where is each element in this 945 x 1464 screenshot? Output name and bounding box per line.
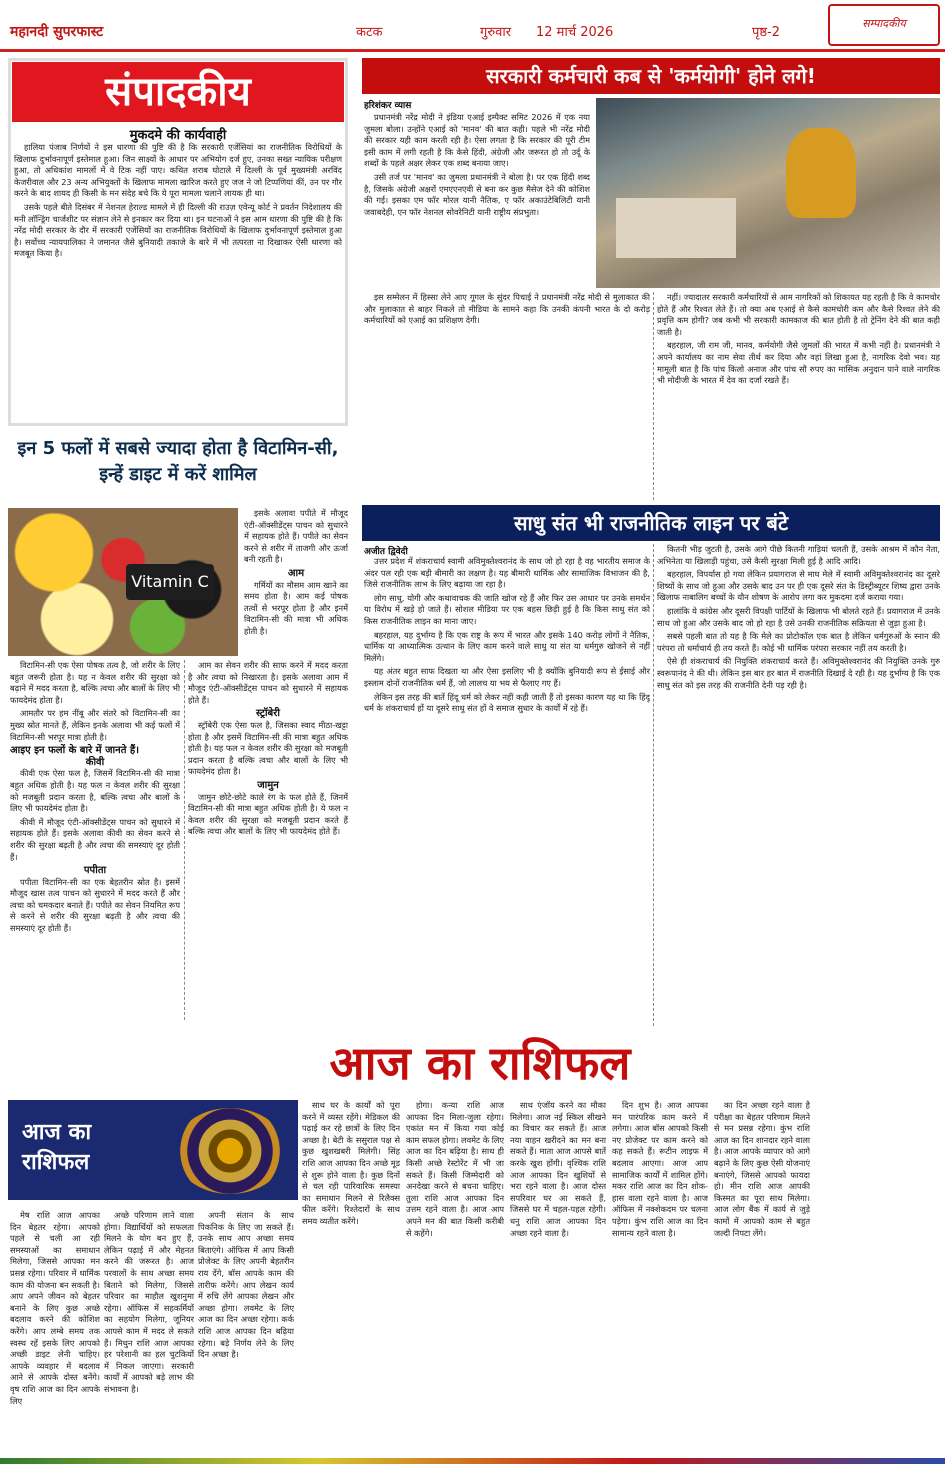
rashifal-text: अच्छे परिणाम लाने वाला होगा। विद्यार्थियों को सफलता मिलने के योग बन हुए हैं, लेकिन पढ़ाई में और मेहनत करने की जरूरत है। आज परवालों के साथ अच्छा समय बिताने को मिलेगा, जिससे परिवार का माहौल खुशनुमा रहेगा। ऑफिस में सहकर्मियों का सहयोग मिलेगा, जूनियर आपसे काम में मदद ले सकते हैं। मिथुन राशि आज आपका हर परेशानी का हल चुटकियों में निकल जाएगा। सरकारी कार्यों में आपको बड़े लाभ की संभावना है। <box>104 1210 194 1394</box>
rashifal-image-text: आज का <box>22 1120 92 1145</box>
rashifal-text: मेष राशि आज आपका दिन बेहतर रहेगा। आपको पहले से चली आ रही समस्याओं का समाधान मिलेगा, जिससे आपका मन प्रसन्न रहेगा। परिवार में धार्मिक काम की योजना बन सकती है। आप अपने जीवन को बेहतर बनाने के लिए कुछ अच्छे बदलाव करने की कोशिश करेंगे। आप लम्बे समय तक स्वस्थ रहें इसके लिए आपको अच्छी डाइट लेनी चाहिए। आपके व्यवहार में बदलाव आने से आपके दोस्त बनेंगे। वृष राशि आज का दिन आपके लिए <box>10 1210 100 1406</box>
sadhu-headline: साधु संत भी राजनीतिक लाइन पर बंटे <box>362 505 940 541</box>
rashifal-col1 <box>10 1210 100 1454</box>
city: कटक <box>356 25 383 40</box>
sadhu-paragraph: लेकिन इस तरह की बातें हिंदू धर्म को लेकर नहीं कही जाती हैं तो इसका कारण यह था कि हिंदू धर्म के शंकराचार्य हों या दूसरे साधु संत हों वे समाज सुधार के कार्यों में रहे हैं। <box>364 691 650 714</box>
main-col3 <box>657 292 940 500</box>
fruits-paragraph: कीवी में मौजूद एंटी-ऑक्सीडेंट्स पाचन को सुधारने में सहायक होते हैं। इसके अलावा कीवी का सेवन करने से शरीर की सुरक्षा बढ़ती है और त्वचा की समस्याएं दूर होती हैं। <box>10 816 180 862</box>
main-paragraph: प्रधानमंत्री नरेंद्र मोदी ने इंडिया एआई इम्पैक्ट समिट 2026 में एक नया जुमला बोला। उन्होंने एआई को 'मानव' की बात कही। पहले भी नरेंद्र मोदी की सरकार यही काम करती रही है। ऐसा लगता है कि सरकार की पूरी टीम इसी काम में लगी रहती है कि केसे हिंदी, अंग्रेजी और जरूरत हो तो उर्दू के शब्दों के पहले अक्षर लेकर एक शब्द बनाया जाए। <box>364 112 590 169</box>
rashifal-text: दिन शुभ है। आज आपका मन पारंपरिक काम करने में लगेगा। आज बॉस आपको किसी नए प्रोजेक्ट पर काम करने को कह सकते हैं। रूटीन लाइफ में बदलाव आएगा। आज आप सामाजिक कार्यों में शामिल होंगे। मकर राशि आज का दिन शोक-हास वाला रहने वाला है। आज ऑफिस में नक्शेकदम पर चलना पड़ेगा। कुंभ राशि आज का दिन सामान्य रहने वाला है। <box>612 1100 708 1238</box>
rashifal-col9 <box>816 1100 940 1454</box>
rashifal-col8 <box>714 1100 810 1454</box>
rashifal-col4 <box>302 1100 400 1454</box>
rashifal-col6 <box>510 1100 606 1454</box>
fruits-paragraph: विटामिन-सी एक ऐसा पोषक तत्व है, जो शरीर के लिए बहुत जरूरी होता है। यह न केवल शरीर की सुरक्षा को बढ़ाने में मदद करता है, बल्कि त्वचा और बालों के लिए भी फायदेमंद होता है। <box>10 660 180 705</box>
rashifal-col7 <box>612 1100 708 1454</box>
fruits-paragraph: पपीता विटामिन-सी का एक बेहतरीन स्रोत है। इसमें मौजूद खास तत्व पाचन को सुधारने में मदद करते हैं और त्वचा को चमकदार बनाते हैं। पपीते का सेवन नियमित रूप से करने से शरीर की सुरक्षा बढ़ती है और त्वचा की समस्याएं दूर होती हैं। <box>10 876 180 934</box>
sadhu-paragraph: हालांकि ये कांग्रेस और दूसरी विपक्षी पार्टियों के खिलाफ भी बोलते रहते हैं। प्रयागराज में उनके साथ जो हुआ और उसके बाद जो हो रहा है उसे उनकी राजनीतिक सक्रियता से जुड़ा हुआ है। <box>657 605 940 628</box>
day: गुरुवार <box>480 25 512 40</box>
page-header <box>0 0 945 52</box>
fruits-paragraph: इसके अलावा पपीते में मौजूद एंटी-ऑक्सीडेंट्स पाचन को सुधारने में सहायक होते हैं। पपीते का सेवन करने से शरीर में ताजगी और ऊर्जा बनी रहती है। <box>244 508 348 565</box>
editorial-body <box>14 142 342 422</box>
column-divider <box>653 292 654 500</box>
fruits-image <box>8 508 238 656</box>
page-number: पृष्ठ-2 <box>752 25 781 40</box>
main-paragraph: इस सम्मेलन में हिस्सा लेने आए गूगल के सुंदर पिचाई ने प्रधानमंत्री नरेंद्र मोदी से मुलाकात की और मुलाकात से बाहर निकले तो मीडिया के सामने कहा कि उनकी कंपनी भारत के दो करोड़ कर्मचारियों को एआई का प्रशिक्षण देगी। <box>364 292 650 326</box>
vitamin-c-board: Vitamin C <box>126 564 214 600</box>
rashifal-text: होगा। कन्या राशि आज आपका दिन मिला-जुला रहेगा। एकांत मन में किया गया कोई काम सफल होगा। लवमेट के लिए आज का दिन बढ़िया है। साथ ही किसी अच्छे रेस्टोरेंट में भी जा सकते हैं। किसी जिम्मेदारी को अनदेखा करने से बचना चाहिए। तुला राशि आज आपका दिन उत्तम रहने वाला है। आज आप अपने मन की बात किसी करीबी से कहेंगे। <box>406 1100 504 1238</box>
fruits-subhead: आइए इन फलों के बारे में जानते हैं। <box>10 745 139 757</box>
fruits-headline: इन 5 फलों में सबसे ज्यादा होता है विटामिन-सी, इन्हें डाइट में करें शामिल <box>17 438 339 485</box>
editorial-paragraph: उसके पहले बीते दिसंबर में नेशनल हेराल्ड मामले में ही दिल्ली की राउज़ एवेन्यू कोर्ट ने प्रवर्तन निदेशालय की मनी लॉन्ड्रिंग चार्जशीट पर संज्ञान लेने से इनकार कर दिया था। इन घटनाओं ने इस आम धारणा की पुष्टि की है कि नरेंद्र मोदी सरकार के दौर में सरकारी एजेंसियों का राजनीतिक विरोधियों के खिलाफ दुर्भावनापूर्ण इस्तेमाल हुआ है। सर्वोच्च न्यायपालिका ने जमानत जैसे बुनियादी तकाजे के बारे में भी तत्परता ना दिखाकर ऐसी धारणा को मजबूत किया है। <box>14 201 342 259</box>
rashifal-headline: आज का राशिफल <box>329 1036 631 1090</box>
sadhu-author: अजीत द्विवेदी <box>364 547 408 557</box>
fruit-subhead-aam: आम <box>287 567 305 579</box>
rashifal-text: का दिन अच्छा रहने वाला है परीक्षा का बेहतर परिणाम मिलने से मन प्रसन्न रहेगा। कुंभ राशि आज का दिन शानदार रहने वाला है। आज आपके व्यापार को आगे बढ़ाने के लिए कुछ ऐसी योजनाएं बनाएंगे, जिससे आपको फायदा हो। मीन राशि आज आपकी किस्मत का पूरा साथ मिलेगा। आज लोग बैंक में कार्य से जुड़े कामों में आपको काम से बहुत जल्दी निपटा लेंगे। <box>714 1100 810 1238</box>
fruits-right-top <box>244 508 348 656</box>
fruits-right-col <box>188 660 348 1020</box>
rashifal-col3 <box>198 1210 294 1454</box>
sadhu-col1 <box>364 556 650 1026</box>
fruit-subhead-papita: पपीता <box>83 865 107 877</box>
fruits-paragraph: स्ट्रॉबेरी एक ऐसा फल है, जिसका स्वाद मीठा-खट्टा होता है और इसमें विटामिन-सी की मात्रा बहुत अधिक होती है। यह फल न केवल शरीर की सुरक्षा को मजबूती प्रदान करता है बल्कि त्वचा और बालों के लिए भी फायदेमंद होता है। <box>188 719 348 777</box>
bottom-color-bar <box>0 1458 945 1464</box>
sadhu-paragraph: बहरहाल, विपर्यास हो गया लेकिन प्रयागराज से माघ मेले में स्वामी अविमुक्तेश्वरानंद का दूसरे शिष्यों के साथ जो हुआ और उसके बाद उन पर ही एक दूसरे संत के डिस्ट्रीब्यूटर शिष्य द्वारा उनके खिलाफ नाबालिग बच्चों के यौन शोषण के आरोप लगा कर मुकदमा दर्ज कराया गया। <box>657 569 940 603</box>
editorial-title: संपादकीय <box>12 62 344 122</box>
main-headline: सरकारी कर्मचारी कब से 'कर्मयोगी' होने लगे! <box>362 58 940 94</box>
rashifal-image-text: राशिफल <box>22 1150 90 1175</box>
fruit-subhead-strawberry: स्ट्रॉबेरी <box>256 708 280 720</box>
column-divider <box>184 660 185 1020</box>
rashifal-col2 <box>104 1210 194 1454</box>
fruit-subhead-jamun: जामुन <box>257 779 279 791</box>
rashifal-text: अपनी संतान के साथ पिकनिक के लिए जा सकते हैं। उनके साथ आप अच्छा समय बिताएंगे। ऑफिस में आप किसी प्रोजेक्ट के लिए अपनी बेहतरीन राय देंगे, बॉस आपके काम की तारीफ करेंगे। आप लेखन कार्य में रुचि लेंगे आपका लेखन और अच्छा होगा। लवमेट के लिए आज का दिन अच्छा रहेगा। कर्क राशि आज आपका दिन बढ़िया रहेगा। बड़े निर्णय लेने के लिए दिन अच्छा है। <box>198 1210 294 1360</box>
fruits-paragraph: आमतौर पर हम नींबू और संतरे को विटामिन-सी का मुख्य स्रोत मानते हैं, लेकिन इनके अलावा भी कई फलों में विटामिन-सी भरपूर मात्रा होती है। <box>10 708 180 742</box>
sadhu-paragraph: ऐसे ही शंकराचार्य की नियुक्ति शंकराचार्य करते हैं। अविमुक्तेश्वरानंद की नियुक्ति उनके गुरु स्वरूपानंद ने की थी। लेकिन इस बार हर बात में राजनीति दिखाई दे रही है। यह दुर्भाग्य है कि एक साधु संत को इस तरह की राजनीति देनी पड़ रही है। <box>657 656 940 690</box>
fruits-left-col <box>10 660 180 1020</box>
fruits-paragraph: गर्मियों का मौसम आम खाने का समय होता है। आम कई पोषक तत्वों से भरपूर होता है और इनमें विटामिन-सी की मात्रा भी अधिक होती है। <box>244 579 348 636</box>
column-divider <box>653 544 654 1026</box>
sadhu-paragraph: कितनी भीड़ जुटती है, उसके आगे पीछे कितनी गाड़ियां चलती हैं, उसके आश्रम में कौन नेता, अभिनेता या खिलाड़ी पहुंचा, उसे कैसी सुरक्षा मिली हुई है आदि आदि। <box>657 544 940 566</box>
main-author: हरिशंकर व्यास <box>364 101 412 111</box>
sampadkiya-logo: सम्पादकीय <box>828 4 940 46</box>
office-photo <box>596 98 940 288</box>
main-paragraph: बहरहाल, जी राम जी, मानव, कर्मयोगी जैसे जुमलों की भारत में कभी नहीं है। प्रधानमंत्री ने अपने कार्यालय का नाम सेवा तीर्थ कर दिया और वहां लिखा हुआ है, नागरिक देवो भव। यह मामूली बात है कि पांच किलो अनाज और पांच सौ रुपए का मासिक अनुदान पाने वाले नागरिक भी मोदीजी के भारत में देव का दर्जा रखते हैं। <box>657 340 940 386</box>
fruit-subhead-kiwi: कीवी <box>85 756 105 768</box>
rashifal-text: साथ घर के कार्यों को पूरा करने में व्यस्त रहेंगे। मेडिकल की पढ़ाई कर रहे छात्रों के लिए दिन अच्छा है। बेटी के ससुराल पक्ष से कुछ खुशखबरी मिलेगी। सिंह राशि आज आपका दिन अच्छे मूड से शुरू होने वाला है। कुछ दिनों से चल रही पारिवारिक समस्या का समाधान मिलने से रिलैक्स फील करेंगे। रिश्तेदारों के साथ समय व्यतीत करेंगे। <box>302 1100 400 1226</box>
date: 12 मार्च 2026 <box>536 25 614 40</box>
fruits-paragraph: कीवी एक ऐसा फल है, जिसमें विटामिन-सी की मात्रा बहुत अधिक होती है। यह फल न केवल शरीर की सुरक्षा को मजबूती प्रदान करता है, बल्कि त्वचा और बालों के लिए भी फायदेमंद होता है। <box>10 768 180 814</box>
newspaper-name: महानदी सुपरफास्ट <box>10 24 104 40</box>
sadhu-paragraph: उत्तर प्रदेश में शंकराचार्य स्वामी अविमुक्तेश्वरानंद के साथ जो हो रहा है वह भारतीय समाज के अंदर पल रही एक बड़ी बीमारी का लक्षण है। यह बीमारी धार्मिक और सामाजिक विभाजन की है, जिसे राजनीतिक लाभ के लिए बढ़ाया जा रहा है। <box>364 556 650 590</box>
sadhu-paragraph: बहरहाल, यह दुर्भाग्य है कि एक राष्ट्र के रूप में भारत और इसके 140 करोड़ लोगों ने नैतिक, धार्मिक या आध्यात्मिक उत्थान के लिए काम करने वाले साधु या संत या धर्मगुरु खोजने से नहीं मिलेंगे। <box>364 629 650 663</box>
fruits-paragraph: जामुन छोटे-छोटे काले रंग के फल होते हैं, जिनमें विटामिन-सी की मात्रा बहुत अधिक होती है। ये फल न केवल शरीर की सुरक्षा को मजबूती प्रदान करते हैं बल्कि त्वचा और बालों के लिए भी फायदेमंद होते हैं। <box>188 791 348 837</box>
main-paragraph: नहीं। ज्यादातर सरकारी कर्मचारियों से आम नागरिकों को शिकायत यह रहती है कि वे कामचोर होते हैं और रिश्वत लेते हैं। तो क्या अब एआई से कैसे कामचोरी कम और कैसे रिश्वत लेने की प्रवृत्ति कम होगी? जब कभी भी सरकारी कामकाज की बात होती है तो ट्रेनिंग देने की बात कही जाती है। <box>657 292 940 337</box>
main-col2 <box>364 292 650 500</box>
sadhu-paragraph: यह अंतर बहुत साफ दिखता था और ऐसा इसलिए भी है क्योंकि बुनियादी रूप से ईसाई और इस्लाम दोनों राजनीतिक धर्म हैं, जो लालच या भय से फैलाए गए हैं। <box>364 666 650 688</box>
main-col1 <box>364 112 590 292</box>
sadhu-paragraph: सबसे पहली बात तो यह है कि मेले का प्रोटोकॉल एक बात है लेकिन धर्मगुरुओं के स्नान की परंपरा तो धर्माचार्य ही तय करते हैं। कोई भी धार्मिक परंपरा सरकार नहीं तय करती है। <box>657 631 940 653</box>
sadhu-col2 <box>657 544 940 1026</box>
rashifal-col5 <box>406 1100 504 1454</box>
fruits-paragraph: आम का सेवन शरीर की साफ करने में मदद करता है और त्वचा को निखारता है। इसके अलावा आम में मौजूद एंटी-ऑक्सीडेंट्स पाचन को सुधारने में सहायक होते हैं। <box>188 660 348 705</box>
editorial-paragraph: हालिया पंजाब निर्णयों ने इस धारणा की पुष्टि की है कि सरकारी एजेंसियां का राजनीतिक विरोधियों के खिलाफ दुर्भावनापूर्ण इस्तेमाल हुआ। जिन साक्ष्यों के आधार पर अभियोग दर्ज हुए, उनका सख्त न्यायिक परीक्षण हुआ, तो अधिकांश मामलों में वे टिक नहीं पाए। कथित शराब घोटाले में दिल्ली के पूर्व मुख्यमंत्री अरविंद केजरीवाल और 23 अन्य अभियुक्तों के खिलाफ मामला खारिज करते हुए जज ने जो टिप्पणियां कीं, उन पर गौर करने के बाद शायद ही किसी के मन संदेह बचे कि ये पूरा मामला चलाने लायक ही था। <box>14 142 342 199</box>
main-paragraph: उसी तर्ज पर 'मानव' का जुमला प्रधानमंत्री ने बोला है। पर एक हिंदी शब्द है, जिसके अंग्रेजी अक्षरों एमएएनएवी से बना कर कुछ मैसेज देने की कोशिश की गई। इसका एम फॉर मोरल यानी नैतिक, ए फॉर अकाउंटेबिलिटी यानी जवाबदेही, एन फॉर नेशनल सोवरेनिटी यानी राष्ट्रीय संप्रभुता। <box>364 171 590 217</box>
sadhu-paragraph: लोग साधु, योगी और कथावाचक की जाति खोज रहे हैं और फिर उस आधार पर उनके समर्थन या विरोध में खड़े हो जाते हैं। सोशल मीडिया पर एक बहस छिड़ी हुई है कि किस साधु संत को किस राजनीतिक लाइन का माना जाए। <box>364 592 650 626</box>
editorial-subtitle: मुकदमे की कार्यवाही <box>129 128 227 143</box>
rashifal-text: साथ एंजॉय करने का मौका मिलेगा। आज नई स्किल सीखने का विचार कर सकते हैं। आज नया वाहन खरीदने का मन बना सकते हैं। माता आज आपसे बातें करके खुश होंगी। वृश्चिक राशि आज आपका दिन खुशियों से भरा रहने वाला है। आज दोस्त सपरिवार घर आ सकते हैं, जिससे घर में चहल-पहल रहेगी। धनु राशि आज आपका दिन अच्छा रहने वाला है। <box>510 1100 606 1238</box>
